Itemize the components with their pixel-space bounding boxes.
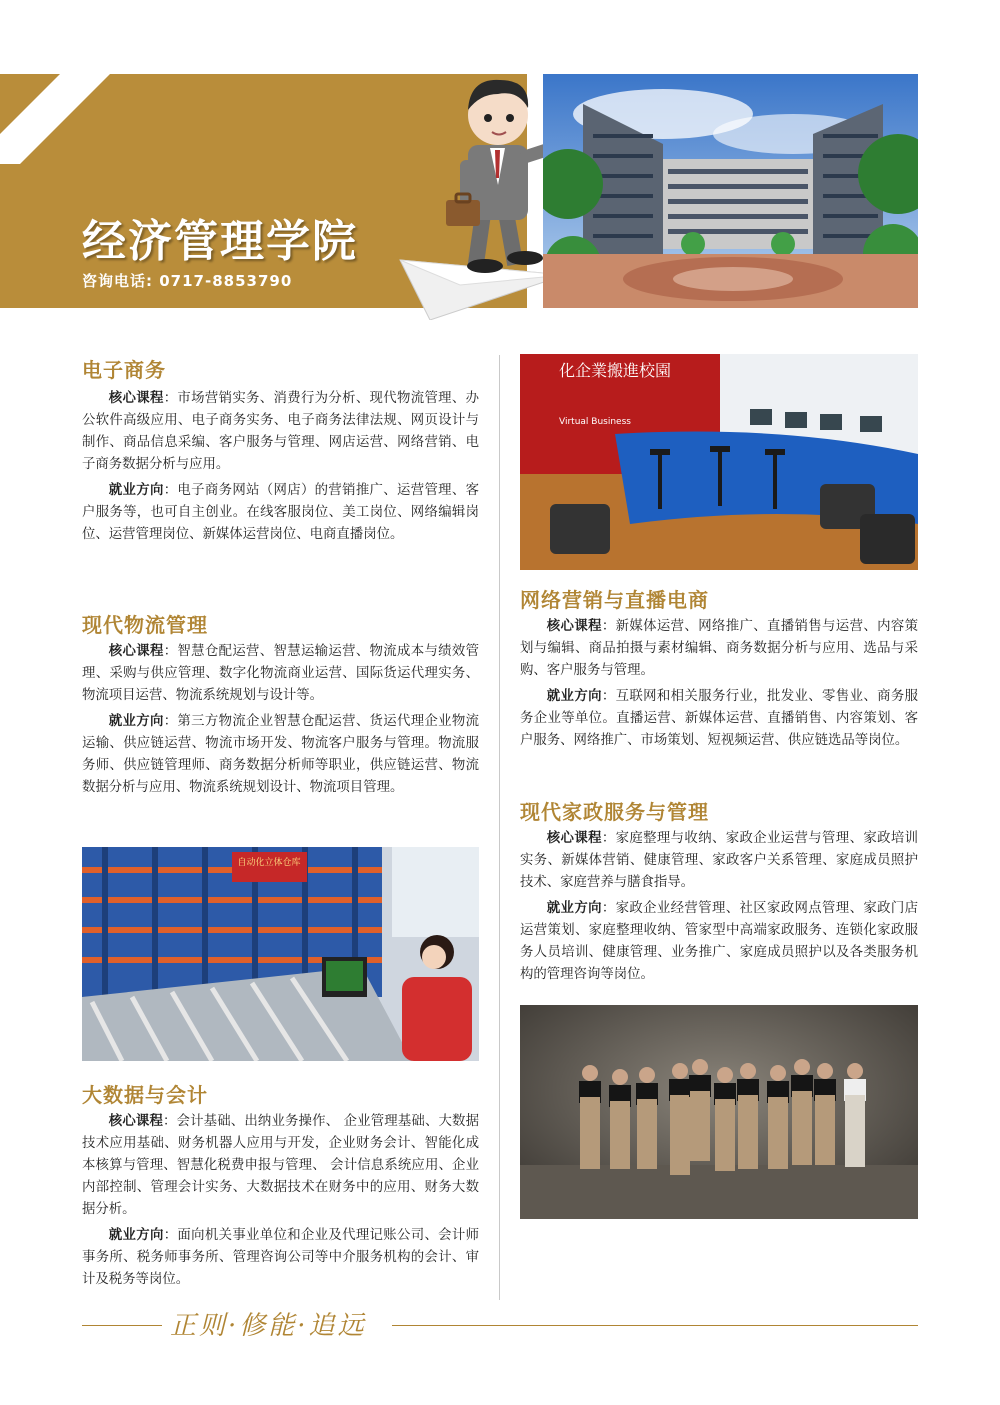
bigdata-core: 核心课程：会计基础、出纳业务操作、 企业管理基础、大数据技术应用基础、财务机器人应用与开发，企业财务会计、智能化成本核算与管理、智慧化税费申报与管理、 会计信息系统应用、企业内部控制、管理会计实务、大数据技术在财务中的应用、财务大数据分析。 bbox=[82, 1114, 479, 1217]
warehouse-sign: 自动化立体仓库 bbox=[237, 858, 301, 868]
housekeeping-text bbox=[520, 828, 918, 986]
section-title-bigdata: 大数据与会计 bbox=[82, 1083, 208, 1107]
footer-line-right bbox=[392, 1325, 918, 1326]
bigdata-job: 就业方向：面向机关事业单位和企业及代理记账公司、会计师事务所、税务师事务所、管理咨询公司等中介服务机构的会计、审计及税务等岗位。 bbox=[82, 1228, 480, 1287]
consult-phone: 咨询电话: 0717-8853790 bbox=[82, 272, 293, 290]
bigdata-text bbox=[82, 1111, 479, 1291]
logistics-text bbox=[82, 641, 479, 799]
job-label: 就业方向 bbox=[108, 483, 164, 498]
column-divider bbox=[499, 355, 500, 1300]
core-label: 核心课程 bbox=[108, 391, 164, 406]
section-title-ecommerce: 电子商务 bbox=[82, 358, 166, 382]
banner-diagonal-stripe bbox=[0, 74, 110, 164]
marketing-core: 核心课程：新媒体运营、网络推广、直播销售与运营、内容策划与编辑、商品拍摄与素材编辑、商务数据分析与应用、选品与采购、客户服务与管理。 bbox=[520, 619, 919, 678]
logistics-core: 核心课程：智慧仓配运营、智慧运输运营、物流成本与绩效管理、采购与供应管理、数字化物流商业运营、国际货运代理实务、物流项目运营、物流系统规划与设计等。 bbox=[82, 644, 480, 703]
housekeeping-job: 就业方向：家政企业经营管理、社区家政网点管理、家政门店运营策划、家庭整理收纳、管家型中高端家政服务、连锁化家政服务人员培训、健康管理、业务推广、家庭成员照护以及各类服务机构的管理咨询等岗位。 bbox=[520, 901, 919, 982]
lab-sign: 化企業搬進校園 bbox=[558, 361, 672, 380]
warehouse-photo bbox=[82, 847, 479, 1061]
marketing-job: 就业方向：互联网和相关服务行业，批发业、零售业、商务服务企业等单位。直播运营、新媒体运营、直播销售、内容策划、客户服务、网络推广、市场策划、短视频运营、供应链选品等岗位。 bbox=[520, 689, 919, 748]
ecommerce-job: 就业方向：电子商务网站（网店）的营销推广、运营管理、客户服务等，也可自主创业。在线客服岗位、美工岗位、网络编辑岗位、运营管理岗位、新媒体运营岗位、电商直播岗位。 bbox=[82, 483, 480, 542]
lab-sign-english: Virtual Business bbox=[559, 417, 631, 427]
housekeeping-core: 核心课程：家庭整理与收纳、家政企业运营与管理、家政培训实务、新媒体营销、健康管理、家政客户关系管理、家庭成员照护技术、家庭营养与膳食指导。 bbox=[520, 831, 919, 890]
footer-line-left bbox=[82, 1325, 162, 1326]
logistics-job: 就业方向：第三方物流企业智慧仓配运营、货运代理企业物流运输、供应链运营、物流市场开发、物流客户服务与管理。物流服务师、供应链管理师、商务数据分析师等职业，供应链运营、物流数据分析与应用、物流系统规划设计、物流项目管理。 bbox=[82, 714, 480, 795]
page-title: 经济管理学院 bbox=[82, 216, 358, 267]
group-photo bbox=[520, 1005, 918, 1219]
section-title-housekeeping: 现代家政服务与管理 bbox=[520, 800, 709, 824]
ecommerce-core: 核心课程：市场营销实务、消费行为分析、现代物流管理、办公软件高级应用、电子商务实务、电子商务法律法规、网页设计与制作、商品信息采编、客户服务与管理、网店运营、网络营销、电子商务数据分析与应用。 bbox=[82, 391, 480, 472]
marketing-text bbox=[520, 616, 918, 752]
ecommerce-text bbox=[82, 388, 479, 546]
training-lab-photo bbox=[520, 354, 918, 570]
section-title-marketing: 网络营销与直播电商 bbox=[520, 588, 709, 612]
section-title-logistics: 现代物流管理 bbox=[82, 613, 208, 637]
campus-photo bbox=[543, 74, 918, 308]
school-motto: 正则·修能·追远 bbox=[170, 1311, 367, 1341]
